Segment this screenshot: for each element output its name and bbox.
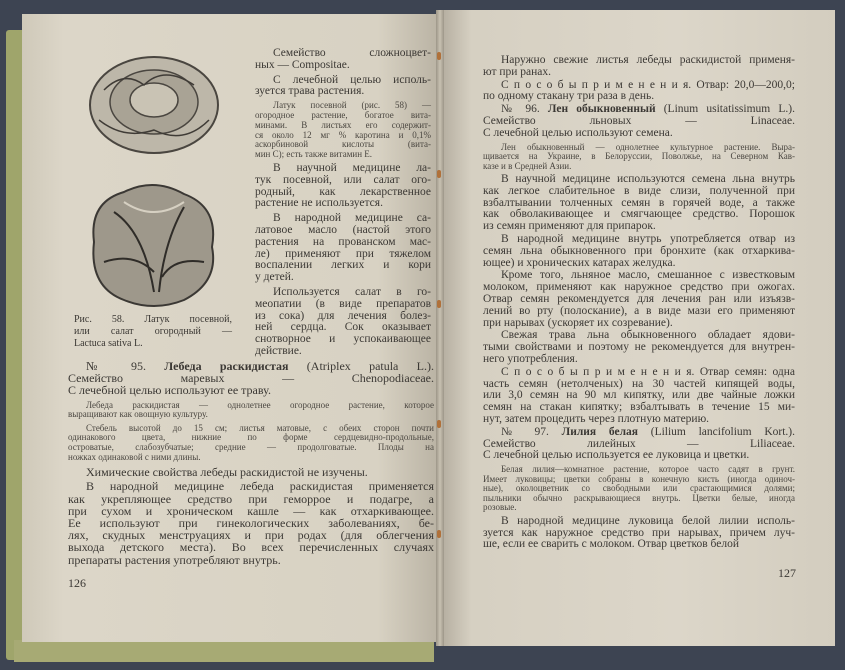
text-run: № 97. [501,425,562,438]
text-run: (Linum usitatissimum L.). [655,103,795,116]
text-line: воспалении легких и кори [255,259,431,272]
text-line: действие. [255,344,302,357]
text-line: Семейство маревых — Chenopodiaceae. [68,371,434,386]
text-line: С лечебной целью используют семена. [483,126,673,139]
text-line: ных — Compositae. [255,58,350,71]
page-number: 126 [68,576,86,590]
text-line: ющее) и хронических катарах желудка. [483,256,676,269]
text-line: С лечебной целью используют ее траву. [68,383,271,398]
binding-stitch [437,420,441,428]
text-line: аскорбиновой кислоты (вита- [255,139,431,150]
paragraph [68,360,434,397]
text-line: лях, скудных менструациях и при родах (для облегчения [68,528,434,543]
paragraph [483,330,795,365]
text-line: одинакового цвета, нижние по форме сердцевидно-продольные, [68,432,434,443]
text-line: лений во рту (полоскание), а в виде мази его применяют [483,304,795,317]
text-line: при нарывах (ускоряет их созревание). [483,316,673,329]
text-line: или 3,0 семян на 90 мл кипятку, или две чайные ложки [483,389,795,402]
text-line: по одному стакану три раза в день. [483,90,655,103]
text-line: Лен обыкновенный — однолетнее культурное растение. Выра- [501,141,795,152]
binding-stitch [437,170,441,178]
text-run: (Lilium lancifolium Kort.). [638,425,795,438]
book-cover-edge-bottom [14,640,434,662]
text-line: Белая лилия—комнатное растение, которое часто садят в грунт. [501,464,795,475]
text-line: С п о с о б ы п р и м е н е н и я. Отвар семян: одна [501,365,795,378]
text-line: розовые. [483,502,517,513]
text-line: Семейство сложноцвет- [273,47,431,59]
text-line: С лечебной целью исполь- [273,73,431,86]
text-line: Семейство льновых — Linaceae. [483,114,795,127]
paragraph [483,104,795,139]
paragraph [255,213,431,284]
text-line: В народной медицине луковица белой лилии исполь- [501,514,795,527]
text-line: выращивают как овощную культуру. [68,409,208,420]
text-run: № 96. [501,103,548,116]
right-page [440,10,835,646]
paragraph [68,480,434,565]
lettuce-head-illustration [84,50,224,160]
text-line: щивается на Украине, в Белоруссии, Поволжье, на Северном Кав- [483,151,795,162]
lettuce-leaves-illustration [84,182,224,310]
text-line: как укрепляющее средство при геморрое и подагре, а [68,491,434,506]
text-line: В народной медицине внутрь употребляется отвар из [501,233,795,246]
text-line: Используется салат в го- [273,285,431,298]
text-line: нут, затем процедить через плотную материю. [483,413,710,426]
text-run: (Atriplex patula L.). [288,359,434,373]
text-line: из сока) для лечения болез- [255,309,431,322]
paragraph [483,427,795,462]
text-line: семян на стакан кипятку; взбалтывать в течение 15 ми- [483,401,795,414]
text-line: родный, как лекарственное [255,185,431,198]
text-line: ле) применяют при тяжелом [255,247,431,260]
text-line: огородное растение, богатое вита- [255,109,431,120]
left-page-main-text [68,360,434,568]
right-page-main-text [483,55,795,552]
text-line: ножках одинаковой с ними длины. [68,451,201,462]
text-line: ся около 12 мг % каротина и 0,1% [255,129,431,140]
text-line: казе и в Средней Азии. [483,160,572,171]
text-line: ней сердца. Сок оказывает [255,321,431,334]
paragraph [483,367,795,426]
text-line: зуется как наружное средство при нарывах, причем луч- [483,526,795,539]
text-line: растение не используется. [255,197,383,210]
text-run: Лилия белая [561,425,639,438]
entry-heading [483,427,795,439]
binding-stitch [437,52,441,60]
text-line: ше, если ее сварить с молоком. Отвар цветков белой [483,538,739,551]
text-line: Кроме того, льняное масло, смешанное с известковым [501,269,795,282]
text-line: ют при ранах. [483,65,552,78]
small-print-paragraph [255,101,431,160]
caption-line: Lactuca sativa L. [74,338,143,349]
small-print-paragraph [483,465,795,513]
paragraph [255,48,431,72]
page-number: 127 [778,566,796,580]
text-run: № 95. [86,359,165,373]
text-line: Стебель высотой до 15 см; листья матовые, с обеих сторон почти [86,422,434,433]
text-line: Семейство лилейных — Liliaceae. [483,437,795,450]
text-line: часть семян (нетолченых) на 30 частей кипящей воды, [483,377,795,390]
text-line: взбалтывании толченных семян в горячей воде, а также [483,196,795,209]
figure-caption [74,314,232,350]
paragraph [255,287,431,358]
text-line: пыльники обычно раскрывающиеся внутрь. Цветки белые, иногда [483,492,795,503]
paragraph [483,270,795,329]
text-line: Ее используют при гинекологических заболеваниях, бе- [68,515,434,530]
paragraph [255,163,431,210]
text-line: Химические свойства лебеды раскидистой не изучены. [86,465,368,480]
paragraph [483,55,795,79]
text-line: из семян применяют для припарок. [483,220,656,233]
text-line: островатые, слабозубчатые; средние — продолговатые. Плоды на [68,441,434,452]
text-line: молоком, применяют как наружное средство при ожогах. [483,281,795,294]
text-line: тук посевной, или салат ого- [255,173,431,186]
text-line: В народной медицине са- [273,212,431,225]
text-line: при сухом и хроническом кашле — как отхаркивающее. [68,503,434,518]
text-line: него употребления. [483,353,578,366]
paragraph [255,75,431,99]
text-line: зуется трава растения. [255,85,365,98]
left-page-column-text [255,48,431,361]
book-gutter [436,10,444,646]
text-line: Свежая трава льна обыкновенного обладает ядови- [501,329,795,342]
text-line: Лебеда раскидистая — однолетнее огородное растение, которое [86,399,434,410]
left-page [22,14,440,642]
paragraph [483,516,795,551]
text-line: Наружно свежие листья лебеды раскидистой применя- [501,54,795,66]
text-line: С п о с о б ы п р и м е н е н и я. Отвар: 20,0—200,0; [501,78,795,91]
text-run: Лен обыкновенный [547,103,656,116]
binding-stitch [437,530,441,538]
text-line: выхода детского места). Во всех перечисленных случаях [68,540,434,555]
text-line: В народной медицине лебеда раскидистая применяется [86,479,434,494]
text-line: Имеет луковицы; цветки собраны в конечную кисть (иногда одиноч- [483,473,795,484]
text-line: С лечебной целью используется ее луковица и цветки. [483,449,750,462]
text-line: растения на прованском мас- [255,235,431,248]
text-line: латовое масло (настой этого [255,223,431,236]
text-line: В научной медицине ла- [273,161,431,174]
text-run: Лебеда раскидистая [164,359,289,373]
text-line: снотворное и успокаивающее [255,333,431,346]
text-line: семян льна обыкновенного при бронхите (как отхаркива- [483,244,795,257]
text-line: ные), околоцветник со свободными или срастающимися долями; [483,483,795,494]
text-line: меопатии (в виде препаратов [255,297,431,310]
text-line: как обволакивающее и смягчающее средство. Порошок [483,208,795,221]
caption-line: или салат огородный — [74,326,232,337]
small-print-paragraph [483,143,795,172]
binding-stitch [437,300,441,308]
paragraph [483,234,795,269]
text-line: минами. В листьях его содержит- [255,119,431,130]
small-print-paragraph [68,401,434,420]
text-line: мин С); есть также витамин Е. [255,149,373,160]
text-line: Латук посевной (рис. 58) — [273,100,431,111]
text-line: у детей. [255,271,294,284]
paragraph [483,80,795,104]
text-line: препараты растения употребляют внутрь. [68,552,281,567]
text-line: Отвар семян рекомендуется для лечения ран или изъязв- [483,293,795,306]
small-print-paragraph [68,424,434,462]
text-line: тыми свойствами и поэтому не рекомендуется для внутрен- [483,341,795,354]
text-line: как легкое слабительное в виде слизи, полученной при [483,184,795,197]
caption-line: Рис. 58. Латук посевной, [74,314,232,325]
text-line: В научной медицине используются семена льна внутрь [501,173,795,186]
paragraph [68,466,434,478]
paragraph [483,174,795,233]
